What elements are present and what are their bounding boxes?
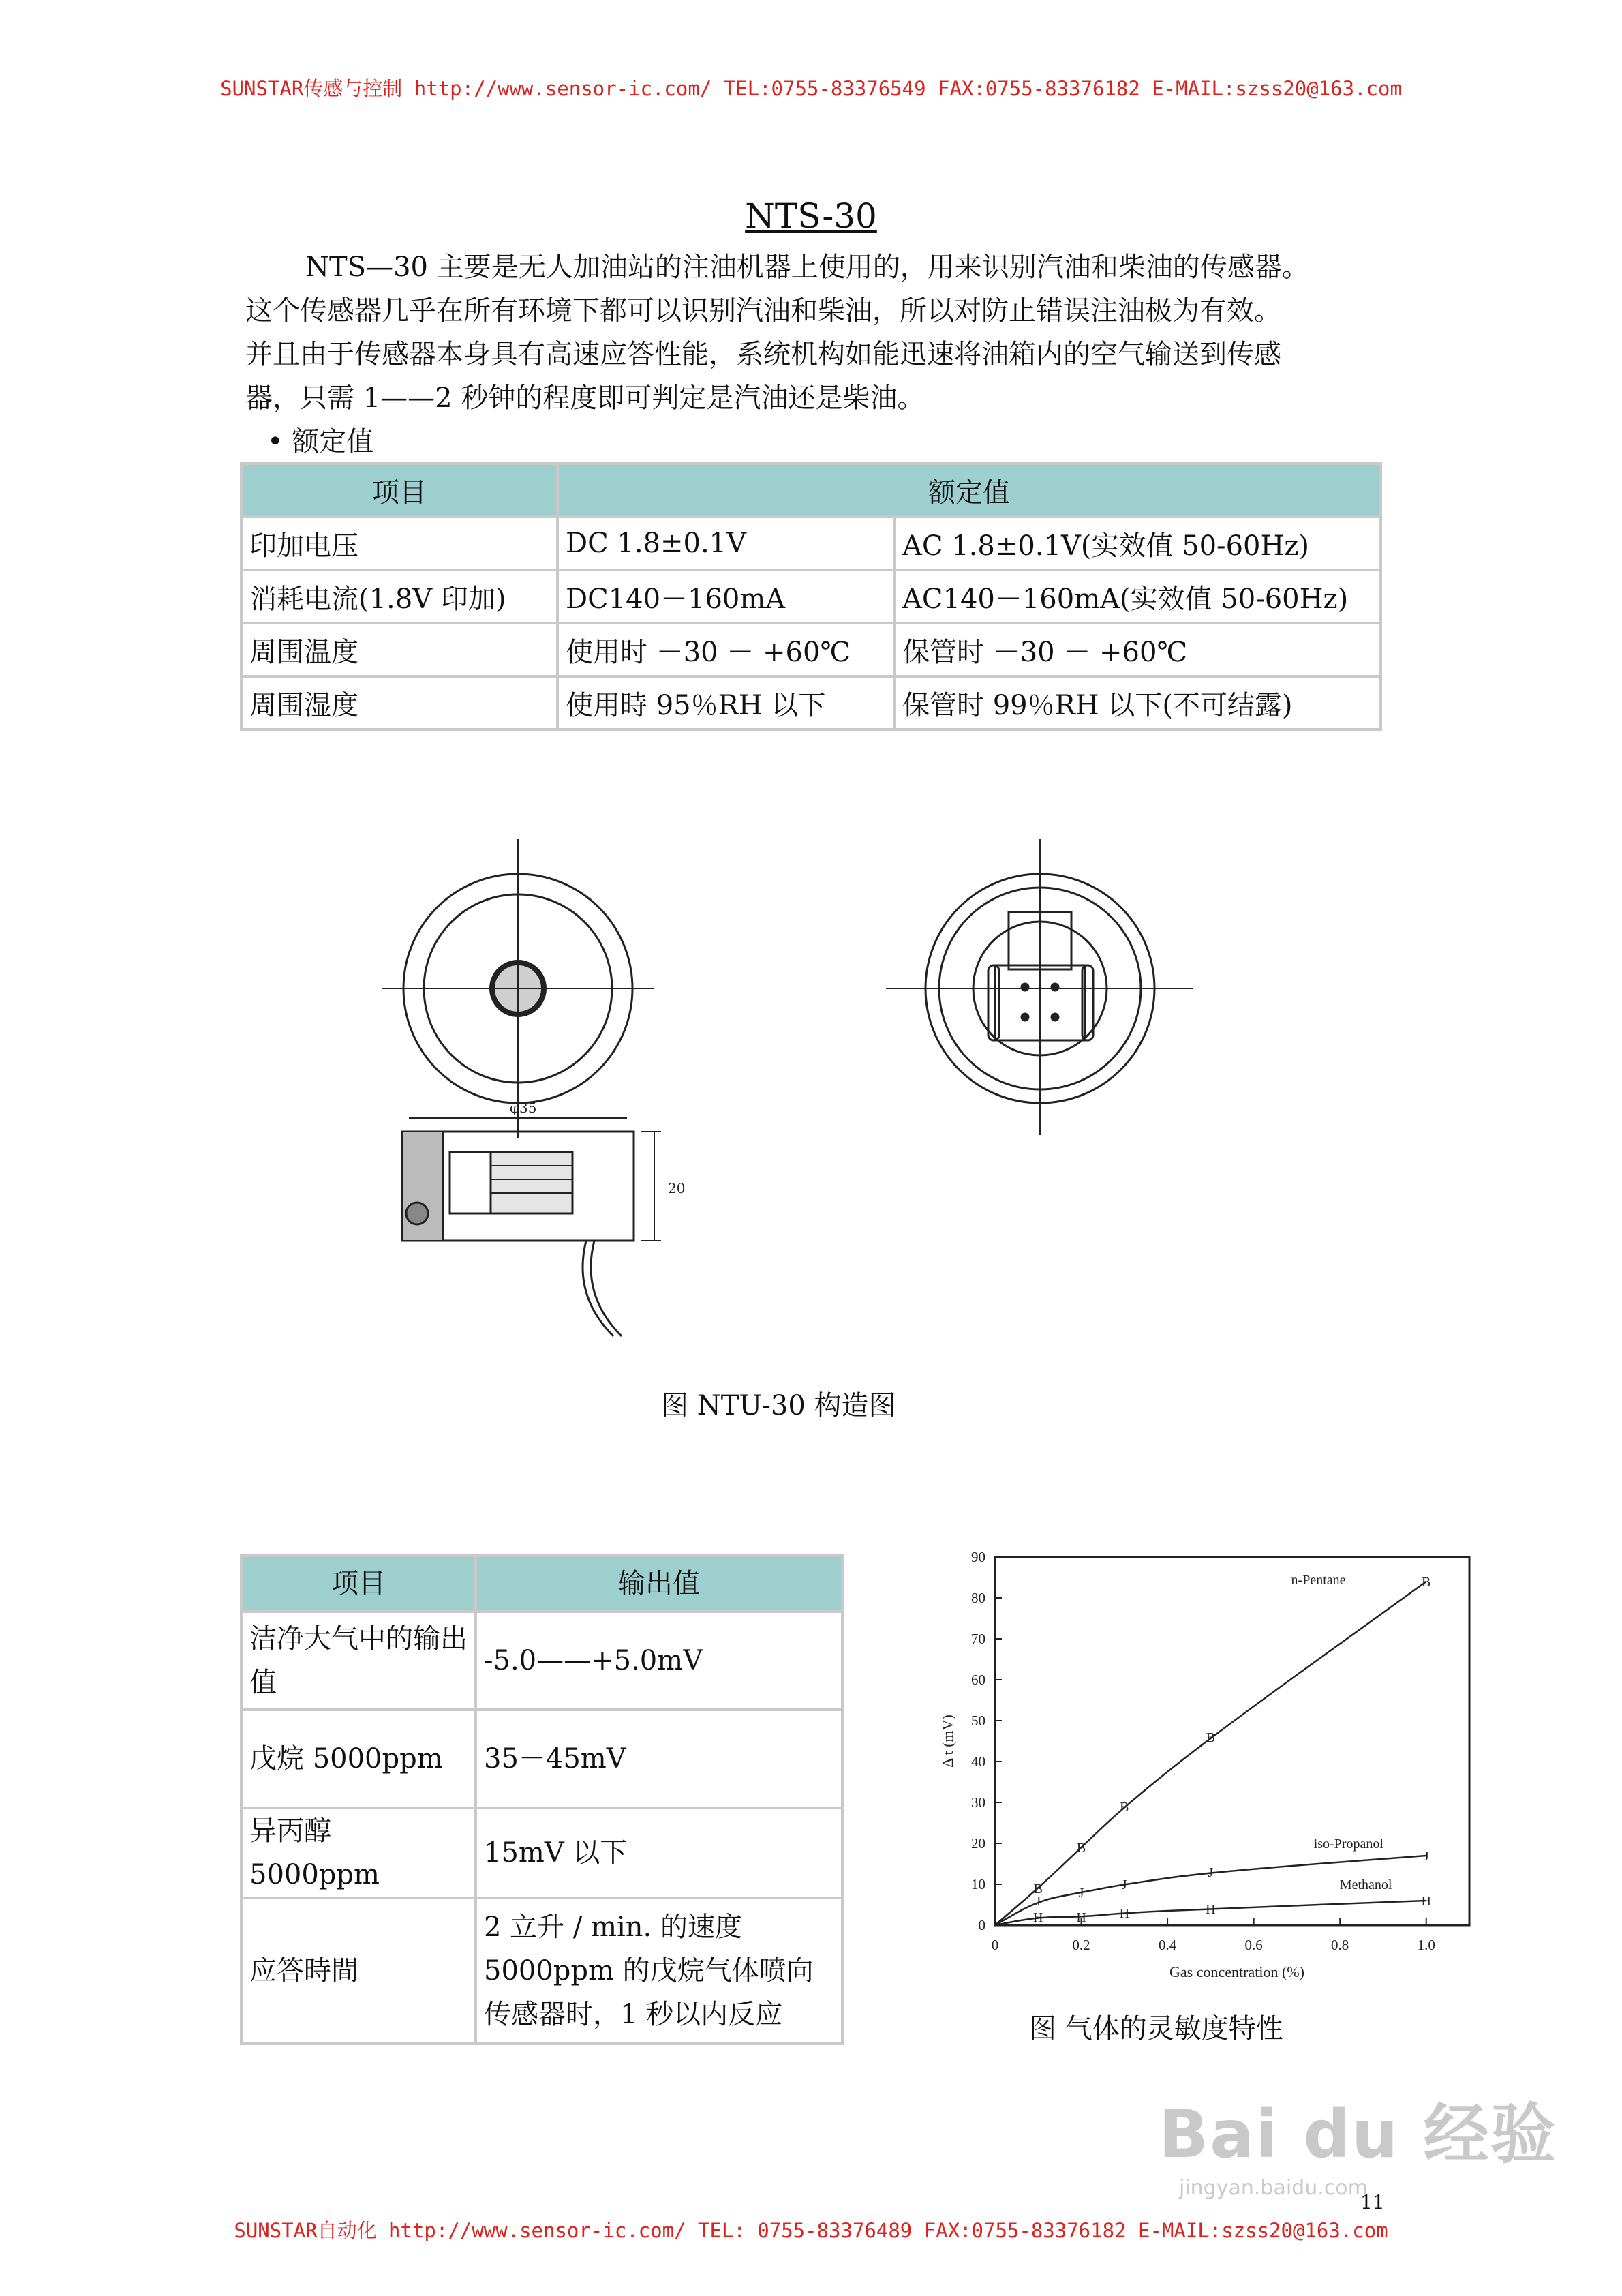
table-cell: AC 1.8±0.1V(实效值 50-60Hz) [894, 517, 1381, 570]
table-cell: 印加电压 [241, 517, 557, 570]
sensor-bottom-view [886, 839, 1193, 1135]
sensitivity-chart [913, 1541, 1486, 1991]
diameter-dimension: φ35 [510, 1100, 537, 1116]
x-tick-label: 0 [991, 1937, 999, 1953]
table-cell: 应答時間 [241, 1898, 476, 2044]
table-cell: DC 1.8±0.1V [557, 517, 894, 570]
data-point: B [1076, 1841, 1086, 1856]
x-tick-label: 0.2 [1072, 1937, 1090, 1953]
data-point: H [1076, 1910, 1086, 1925]
data-point: B [1033, 1882, 1043, 1897]
intro-line-3: 并且由于传感器本身具有高速应答性能，系统机构如能迅速将油箱内的空气输送到传感 [245, 339, 1281, 370]
y-axis-label: Δ t (mV) [939, 1715, 956, 1768]
chart-caption: 图 气体的灵敏度特性 [1029, 2013, 1283, 2044]
plot-frame [995, 1557, 1469, 1925]
data-point: H [1033, 1910, 1043, 1925]
table-row [241, 1612, 842, 1710]
data-point: J [1078, 1886, 1084, 1901]
data-point: J [1208, 1865, 1214, 1880]
y-tick-label: 30 [971, 1794, 985, 1811]
y-tick-label: 70 [971, 1631, 985, 1647]
table-row [241, 623, 1381, 676]
watermark-brand: Bai du 经验 [1159, 2096, 1557, 2173]
y-tick-label: 10 [971, 1876, 985, 1892]
table-cell: 异丙醇 5000ppm [241, 1808, 476, 1898]
table-row [241, 1710, 842, 1808]
table-header: 输出值 [476, 1556, 842, 1612]
table-cell: 消耗电流(1.8V 印加) [241, 570, 557, 623]
data-point: B [1120, 1800, 1129, 1815]
table-row [241, 676, 1381, 729]
intro-line-1: NTS—30 主要是无人加油站的注油机器上使用的，用来识别汽油和柴油的传感器。 [305, 252, 1309, 283]
table-row [241, 570, 1381, 623]
table-cell: DC140－160mA [557, 570, 894, 623]
data-point: J [1121, 1877, 1127, 1892]
header-contact-line: SUNSTAR传感与控制 http://www.sensor-ic.com/ TEL:0755-83376549 FAX:0755-83376182 E-MAIL:szss20@163.com [220, 77, 1402, 100]
x-tick-label: 0.6 [1244, 1937, 1263, 1953]
table-cell: 15mV 以下 [476, 1808, 842, 1898]
x-tick-label: 0.8 [1331, 1937, 1349, 1953]
table-cell: 使用时 －30 － +60℃ [557, 623, 894, 676]
intro-line-4: 器，只需 1——2 秒钟的程度即可判定是汽油还是柴油。 [245, 382, 925, 414]
y-tick-label: 40 [971, 1753, 985, 1770]
watermark-logo [1159, 2083, 1557, 2200]
y-tick-label: 50 [971, 1712, 985, 1729]
data-point: J [1423, 1849, 1429, 1864]
table-cell: -5.0——+5.0mV [476, 1612, 842, 1710]
table-header-row [241, 1556, 842, 1612]
series-label: Methanol [1339, 1877, 1392, 1892]
x-axis-label: Gas concentration (%) [1169, 1963, 1304, 1980]
output-value-table [240, 1554, 844, 2045]
data-point: H [1206, 1902, 1216, 1917]
table-row [241, 1898, 842, 2044]
sensor-top-view [382, 839, 654, 1138]
table-header: 项目 [241, 464, 557, 517]
intro-line-2: 这个传感器几乎在所有环境下都可以识别汽油和柴油，所以对防止错误注油极为有效。 [245, 295, 1281, 327]
table-row [241, 517, 1381, 570]
y-tick-label: 60 [971, 1672, 985, 1688]
page-title: NTS-30 [745, 196, 877, 236]
watermark-url: jingyan.baidu.com [1179, 2176, 1368, 2200]
sensor-side-section [402, 1100, 685, 1336]
y-tick-label: 80 [971, 1590, 985, 1606]
drawing-caption: 图 NTU-30 构造图 [661, 1390, 896, 1421]
series-label: iso-Propanol [1313, 1837, 1383, 1852]
x-tick-label: 0.4 [1158, 1937, 1177, 1953]
series-label: n-Pentane [1291, 1573, 1346, 1588]
table-cell: 35－45mV [476, 1710, 842, 1808]
table-cell: 保管时 －30 － +60℃ [894, 623, 1381, 676]
data-point: H [1119, 1906, 1130, 1921]
table-cell: 周围温度 [241, 623, 557, 676]
table-row [241, 1808, 842, 1898]
y-tick-label: 20 [971, 1835, 985, 1852]
table-header: 项目 [241, 1556, 476, 1612]
x-tick-label: 1.0 [1417, 1937, 1435, 1953]
y-tick-label: 90 [971, 1549, 985, 1565]
table-cell: AC140－160mA(实效值 50-60Hz) [894, 570, 1381, 623]
data-point: J [1035, 1894, 1041, 1909]
footer-contact-line: SUNSTAR自动化 http://www.sensor-ic.com/ TEL: 0755-83376489 FAX:0755-83376182 E-MAIL:szss20@163.com [234, 2219, 1388, 2242]
table-cell: 戊烷 5000ppm [241, 1710, 476, 1808]
data-point: H [1421, 1894, 1431, 1909]
data-point: B [1422, 1575, 1431, 1590]
table-header: 额定值 [557, 464, 1381, 517]
table-cell: 周围湿度 [241, 676, 557, 729]
height-dimension: 20 [668, 1180, 686, 1196]
y-tick-label: 0 [978, 1917, 985, 1933]
data-point: B [1206, 1730, 1216, 1745]
structure-drawing [382, 832, 1199, 1377]
rated-section-label: • 额定值 [267, 426, 374, 457]
table-cell: 洁净大气中的输出值 [241, 1612, 476, 1710]
table-cell: 2 立升 / min. 的速度 5000ppm 的戊烷气体喷向传感器时，1 秒以内反应 [476, 1898, 842, 2044]
table-header-row [241, 464, 1381, 517]
table-cell: 使用時 95％RH 以下 [557, 676, 894, 729]
table-cell: 保管时 99％RH 以下(不可结露) [894, 676, 1381, 729]
page-number: 11 [1360, 2191, 1385, 2214]
rated-value-table [240, 462, 1382, 731]
